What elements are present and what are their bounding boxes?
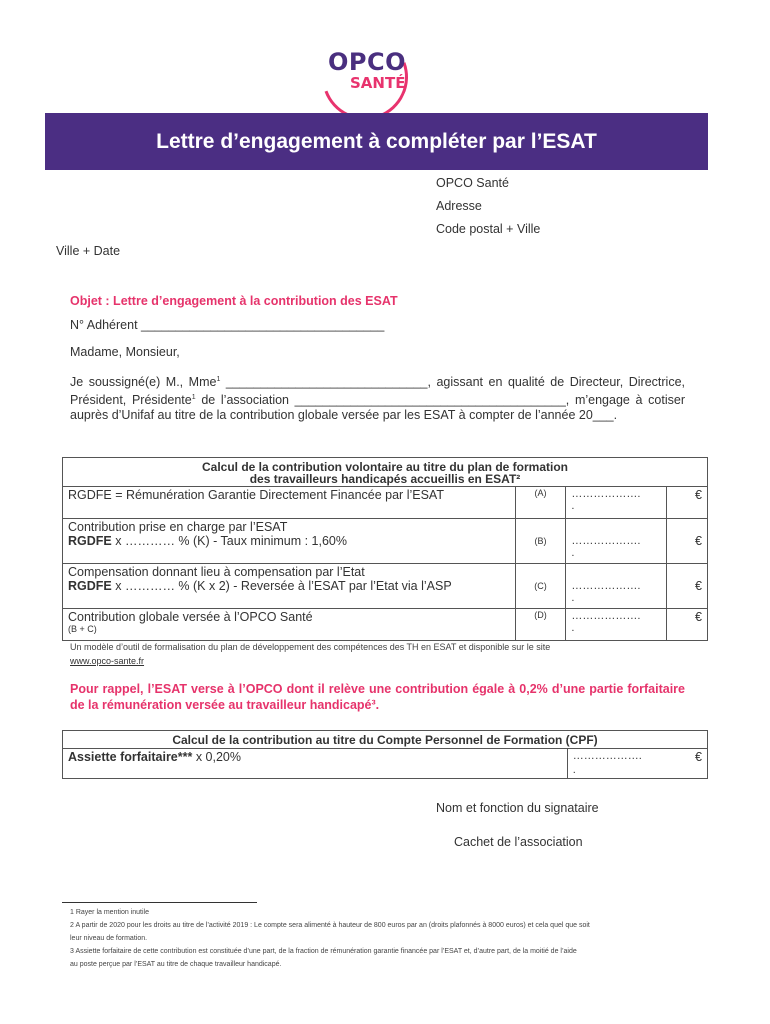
logo-opco-text: OPCO [328,48,407,76]
page-title: Lettre d’engagement à compléter par l’ESAT [156,129,597,153]
contribution-table [62,457,708,641]
footnote-2: 2 A partir de 2020 pour les droits au titre de l’activité 2019 : Le compte sera alimenté à hauteur de 800 euros par an (droits plafonnés à 8000 euros) et cela quel que soit [70,922,590,929]
row-c-amount[interactable] [566,564,667,609]
row-c-bold: RGDFE [68,579,112,593]
row-a-text: RGDFE = Rémunération Garantie Directement Financée par l’ESAT [68,488,444,502]
objet-line: Objet : Lettre d’engagement à la contribution des ESAT [70,294,398,308]
footnote-ref-1b: 1 [191,394,196,402]
row-a-amount-dot: . [571,500,575,512]
cpf-row-rest: x 0,20% [192,750,241,764]
cpf-amount-dot: . [572,764,576,776]
cpf-table [62,730,708,779]
footnote-3-cont: au poste perçue par l’ESAT au titre de chaque travailleur handicapé. [70,961,282,968]
row-a-euro: € [667,487,708,519]
table-row [63,564,708,609]
row-b-code: (B) [515,519,566,564]
recipient-city: Code postal + Ville [436,222,541,236]
row-b-euro: € [667,519,708,564]
table2-header: Calcul de la contribution au titre du Compte Personnel de Formation (CPF) [63,731,708,749]
row-d-euro: € [667,609,708,641]
row-b-bold: RGDFE [68,534,112,548]
row-c-text: Compensation donnant lieu à compensation par l’Etat [68,565,365,579]
cpf-row-label [63,749,568,779]
row-d-label [63,609,516,641]
opco-sante-link[interactable]: www.opco-sante.fr [70,656,145,666]
row-b-rest[interactable]: x ………… % (K) - Taux minimum : 1,60% [111,534,347,548]
table1-header [63,458,708,487]
row-d-code: (D) [515,609,566,641]
model-note-text: Un modèle d’outil de formalisation du plan de développement des compétences des TH en ESAT et disponible sur le site [70,642,551,652]
table1-header-line2: des travailleurs handicapés accueillis en ESAT² [249,472,521,486]
ville-date: Ville + Date [56,244,121,258]
row-d-amount[interactable] [566,609,667,641]
table1-header-line1: Calcul de la contribution volontaire au titre du plan de formation [201,460,569,474]
model-note [70,640,710,668]
engagement-paragraph [70,372,685,423]
opco-sante-logo [320,30,416,100]
recipient-address: Adresse [436,199,482,213]
cpf-row-amount[interactable] [567,749,707,779]
rappel-paragraph: Pour rappel, l’ESAT verse à l’OPCO dont il relève une contribution égale à 0,2% d’une partie forfaitaire de la rémunération versée au travailleur handicapé³. [70,682,685,712]
footnote-ref-1a: 1 [216,376,221,383]
table-row [63,519,708,564]
adherent-field[interactable]: N° Adhérent ___________________________________ [70,318,385,332]
table-row [63,609,708,641]
row-d-text: Contribution globale versée à l’OPCO Santé [68,610,313,624]
footnote-1: 1 Rayer la mention inutile [70,909,149,916]
row-c-label [63,564,516,609]
logo-sante-text: SANTÉ [350,74,406,92]
body-part1: Je soussigné(e) M., Mme [70,375,217,390]
body-part2[interactable]: _____________________________, agissant en qualité de Directeur, Directrice, Président, Présidente [70,375,685,408]
row-d-amount-dot: . [571,622,575,634]
row-c-rest[interactable]: x ………… % (K x 2) - Reversée à l’ESAT par l’Etat via l’ASP [111,579,452,593]
row-b-amount-dots[interactable]: ………………. [571,534,641,547]
association-stamp[interactable]: Cachet de l’association [454,835,583,849]
row-b-amount-dot: . [571,546,575,559]
footnote-3: 3 Assiette forfaitaire de cette contribution est constituée d’une part, de la fraction de rémunération garantie financée par l’ESAT et, d’autre part, de la moitié de l’aide [70,948,577,955]
table-row [63,487,708,519]
row-a-amount-dots[interactable]: ………………. [571,488,641,500]
row-c-euro: € [667,564,708,609]
row-b-amount[interactable] [566,519,667,564]
cpf-row-bold: Assiette forfaitaire*** [68,750,193,764]
cpf-amount-dots[interactable]: ………………. [572,750,642,762]
row-b-label [63,519,516,564]
table-row [63,749,708,779]
body-part3[interactable]: de l’association _______________________________________, m’engage à cotiser auprès d’Unifaf au titre de la contribution globale versée par les ESAT à compter de l’année 20___. [70,393,685,423]
row-d-amount-dots[interactable]: ………………. [571,610,641,622]
row-c-code: (C) [515,564,566,609]
row-c-amount-dot: . [571,591,575,604]
row-a-amount[interactable] [566,487,667,519]
row-b-text: Contribution prise en charge par l’ESAT [68,520,288,534]
footnote-2-cont: leur niveau de formation. [70,935,148,942]
recipient-name: OPCO Santé [436,176,509,190]
row-c-amount-dots[interactable]: ………………. [571,579,641,592]
signatory[interactable]: Nom et fonction du signataire [436,801,599,815]
cpf-euro: € [695,750,702,764]
row-d-rest: (B + C) [68,624,97,634]
footnote-divider [62,902,257,903]
title-banner [45,113,708,170]
row-a-code: (A) [515,487,566,519]
salutation: Madame, Monsieur, [70,345,180,359]
row-a-label [63,487,516,519]
